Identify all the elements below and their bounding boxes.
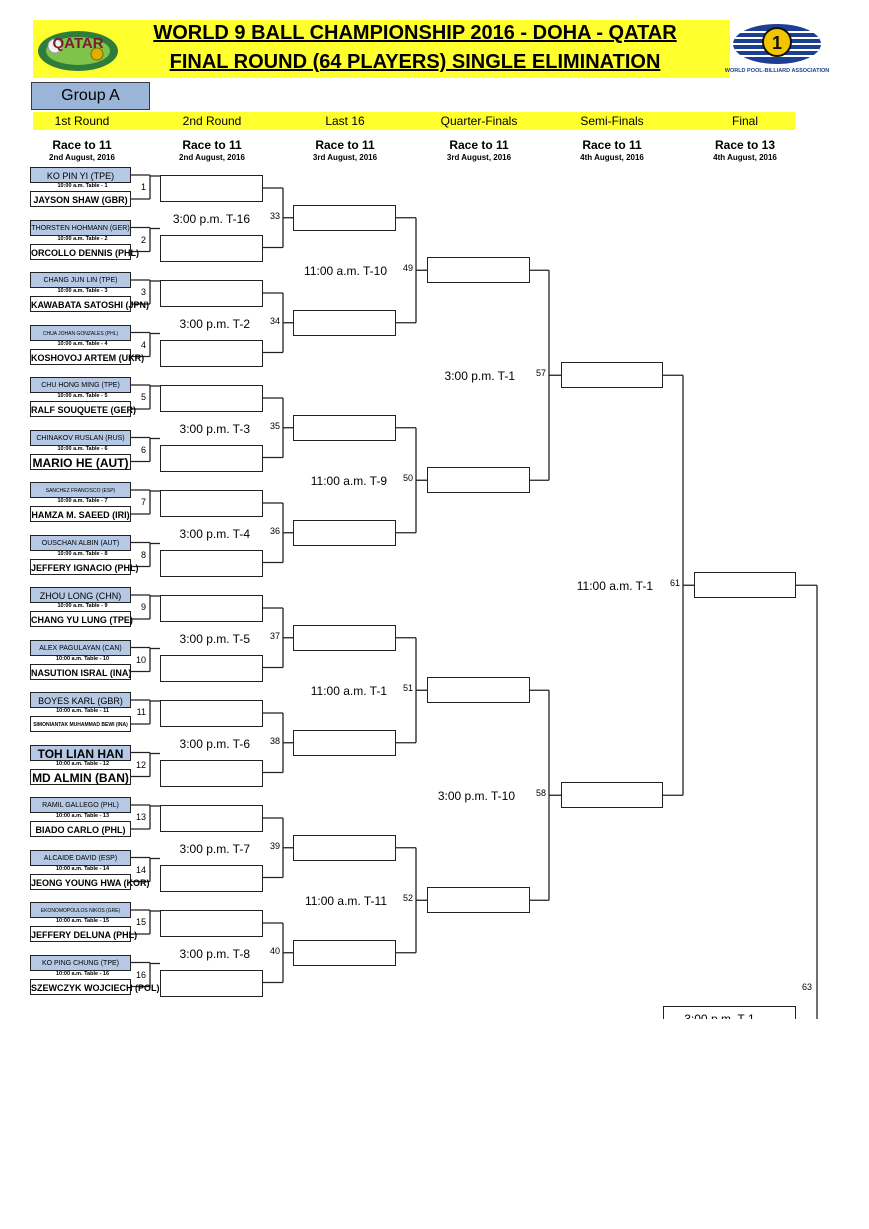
match-number: 3: [140, 287, 146, 297]
winner-slot: [160, 340, 263, 367]
round-header-3: Last 16: [325, 114, 365, 128]
winner-slot: [427, 257, 530, 283]
match-time: 3:00 p.m. T-3: [179, 421, 250, 436]
winner-slot: [293, 625, 396, 651]
round-header-5: Semi-Finals: [580, 114, 644, 128]
match-number: 4: [140, 339, 146, 350]
match-schedule: 10:00 a.m. Table - 16: [55, 970, 110, 977]
player-name: BOYES KARL (GBR): [30, 692, 131, 708]
match-schedule: 10:00 a.m. Table - 10: [55, 655, 110, 662]
player-name: SANCHEZ FRANCISCO (ESP): [30, 482, 131, 498]
player-name: BIADO CARLO (PHL): [30, 821, 131, 837]
winner-slot: [160, 385, 263, 412]
player-name: KO PING CHUNG (TPE): [30, 955, 131, 971]
winner-slot: [427, 887, 530, 913]
player-name: ALCAIDE DAVID (ESP): [30, 850, 131, 866]
race-length: Race to 11: [52, 138, 112, 152]
match-schedule: 10:00 a.m. Table - 15: [55, 918, 110, 924]
winner-slot: [293, 940, 396, 966]
winner-slot: [293, 415, 396, 441]
player-name: CHU HONG MING (TPE): [30, 377, 131, 393]
winner-slot: [293, 520, 396, 546]
round-header-2: 2nd Round: [182, 114, 242, 128]
round-header-4: Quarter-Finals: [440, 114, 518, 128]
player-name: KAWABATA SATOSHI (JPN): [30, 296, 131, 312]
player-name: JAYSON SHAW (GBR): [30, 191, 131, 207]
winner-slot: [160, 700, 263, 727]
match-number: 39: [269, 840, 280, 851]
player-name: CHUA JOHAN GONZALES (PHL): [30, 325, 131, 341]
match-number: 38: [269, 735, 280, 746]
winner-slot: [160, 970, 263, 997]
round-header-6: Final: [731, 114, 758, 128]
player-name: ZHOU LONG (CHN): [30, 587, 131, 603]
player-name: SZEWCZYK WOJCIECH (POL): [30, 979, 131, 995]
round-date: 2nd August, 2016: [49, 153, 115, 162]
winner-slot: [160, 550, 263, 577]
player-name: ORCOLLO DENNIS (PHL): [30, 244, 131, 260]
race-length: Race to 11: [582, 138, 642, 152]
match-number: 1: [140, 182, 146, 192]
match-number: 7: [140, 497, 146, 507]
match-time: 3:00 p.m. T-1: [444, 369, 515, 384]
player-name: JEFFERY IGNACIO (PHL): [30, 559, 131, 575]
winner-slot: [160, 595, 263, 622]
winner-slot: [160, 910, 263, 937]
player-name: MD ALMIN (BAN): [30, 769, 131, 785]
player-name: RAMIL GALLEGO (PHL): [30, 797, 131, 813]
winner-slot: [561, 362, 663, 388]
match-schedule: 10:00 a.m. Table - 8: [57, 550, 108, 557]
match-time: 3:00 p.m. T-10: [437, 789, 515, 804]
match-number: 13: [135, 812, 146, 822]
match-schedule: 10:00 a.m. Table - 3: [57, 288, 108, 294]
winner-slot: [694, 572, 796, 598]
race-length: Race to 11: [449, 138, 509, 152]
match-schedule: 10:00 a.m. Table - 7: [57, 498, 108, 504]
race-length: Race to 13: [714, 138, 776, 152]
group-label: Group A: [31, 82, 150, 110]
match-time: 3:00 p.m. T-4: [179, 526, 250, 541]
match-number: 2: [140, 234, 146, 245]
match-schedule: 10:00 a.m. Table - 4: [57, 340, 108, 347]
winner-slot: [293, 310, 396, 336]
winner-slot: [427, 677, 530, 703]
page-title: WORLD 9 BALL CHAMPIONSHIP 2016 - DOHA - QATAR: [153, 22, 677, 44]
player-name: CHANG YU LUNG (TPE): [30, 611, 131, 627]
race-length: Race to 11: [182, 138, 242, 152]
player-name: EKONOMOPOULOS NIKOS (GRE): [30, 902, 131, 918]
winner-slot: [160, 490, 263, 517]
round-date: 2nd August, 2016: [179, 153, 245, 162]
match-time: 3:00 p.m. T-6: [179, 736, 250, 751]
match-schedule: 10:00 a.m. Table - 5: [57, 393, 108, 399]
match-number: 40: [269, 945, 280, 956]
match-time: 3:00 p.m. T-16: [172, 211, 250, 226]
svg-text:QATAR: QATAR: [52, 35, 104, 52]
match-number: 15: [135, 917, 146, 927]
winner-slot: [160, 235, 263, 262]
match-number: 5: [140, 392, 146, 402]
match-number: 50: [402, 473, 413, 484]
match-number: 63: [801, 982, 812, 992]
match-number: 8: [140, 549, 146, 560]
winner-slot: [160, 445, 263, 472]
winner-slot: [427, 467, 530, 493]
winner-slot: [160, 760, 263, 787]
page-subtitle: FINAL ROUND (64 PLAYERS) SINGLE ELIMINATION: [169, 51, 661, 73]
winner-slot: [160, 865, 263, 892]
match-number: 10: [135, 654, 146, 665]
match-number: 12: [135, 759, 146, 770]
svg-text:1: 1: [771, 33, 783, 53]
race-length: Race to 11: [315, 138, 375, 152]
round-date: 4th August, 2016: [580, 153, 644, 162]
player-name: OUSCHAN ALBIN (AUT): [30, 535, 131, 551]
match-number: 58: [535, 788, 546, 799]
winner-slot: [293, 835, 396, 861]
round-date: 3rd August, 2016: [446, 153, 512, 162]
winner-slot: [160, 805, 263, 832]
match-time: 11:00 a.m. T-10: [304, 264, 387, 279]
player-name: JEFFERY DELUNA (PHL): [30, 926, 131, 942]
player-name: SIMONIANTAK MUHAMMAD BEWI (INA): [30, 716, 131, 732]
match-schedule: 10:00 a.m. Table - 1: [57, 183, 108, 189]
match-number: 61: [669, 578, 680, 589]
match-number: 33: [269, 210, 280, 221]
round-date: 4th August, 2016: [713, 153, 777, 162]
match-schedule: 10:00 a.m. Table - 2: [57, 235, 108, 242]
winner-slot: [561, 782, 663, 808]
match-time: 3:00 p.m. T-5: [179, 631, 250, 646]
player-name: KOSHOVOJ ARTEM (UKR): [30, 349, 131, 365]
player-name: NASUTION ISRAL (INA): [30, 664, 131, 680]
match-schedule: 10:00 a.m. Table - 11: [56, 708, 109, 714]
match-number: 51: [402, 683, 413, 694]
match-number: 36: [269, 525, 280, 536]
winner-slot: [160, 175, 263, 202]
player-name: JEONG YOUNG HWA (KOR): [30, 874, 131, 890]
match-schedule: 10:00 a.m. Table - 9: [57, 603, 108, 609]
player-name: THORSTEN HOHMANN (GER): [30, 220, 131, 236]
match-number: 9: [140, 602, 146, 612]
match-time: 11:00 a.m. T-1: [576, 579, 653, 594]
player-name: CHINAKOV RUSLAN (RUS): [30, 430, 131, 446]
round-date: 3rd August, 2016: [312, 153, 378, 162]
winner-slot: [293, 205, 396, 231]
match-number: 35: [269, 420, 280, 431]
match-number: 37: [269, 630, 280, 641]
player-name: MARIO HE (AUT): [30, 454, 131, 470]
match-schedule: 10:00 a.m. Table - 13: [55, 813, 110, 819]
match-schedule: 10:00 a.m. Table - 6: [57, 445, 108, 452]
match-number: 11: [136, 707, 146, 717]
page-cut: [0, 1019, 869, 1229]
match-time: 3:00 p.m. T-2: [179, 316, 250, 331]
winner-slot: [293, 730, 396, 756]
player-name: KO PIN YI (TPE): [30, 167, 131, 183]
match-number: 49: [402, 263, 413, 274]
match-number: 34: [269, 315, 280, 326]
match-schedule: 10:00 a.m. Table - 12: [55, 760, 110, 767]
player-name: HAMZA M. SAEED (IRI): [30, 506, 131, 522]
match-time: 3:00 p.m. T-8: [179, 946, 250, 961]
winner-slot: [160, 280, 263, 307]
match-schedule: 10:00 a.m. Table - 14: [55, 865, 110, 872]
match-time: 11:00 a.m. T-9: [310, 474, 387, 489]
match-number: 6: [140, 444, 146, 455]
match-number: 52: [402, 893, 413, 904]
match-time: 11:00 a.m. T-1: [310, 684, 387, 699]
match-number: 16: [135, 969, 146, 980]
winner-slot: [160, 655, 263, 682]
round-header-1: 1st Round: [54, 114, 110, 128]
player-name: TOH LIAN HAN: [30, 745, 131, 761]
match-time: 3:00 p.m. T-7: [179, 841, 250, 856]
player-name: CHANG JUN LIN (TPE): [30, 272, 131, 288]
match-time: 11:00 a.m. T-11: [304, 894, 387, 909]
match-number: 14: [135, 864, 146, 875]
match-number: 57: [535, 368, 546, 379]
player-name: RALF SOUQUETE (GER): [30, 401, 131, 417]
svg-text:WORLD POOL-BILLIARD ASSOCIATIO: WORLD POOL-BILLIARD ASSOCIATION: [724, 68, 830, 74]
player-name: ALEX PAGULAYAN (CAN): [30, 640, 131, 656]
